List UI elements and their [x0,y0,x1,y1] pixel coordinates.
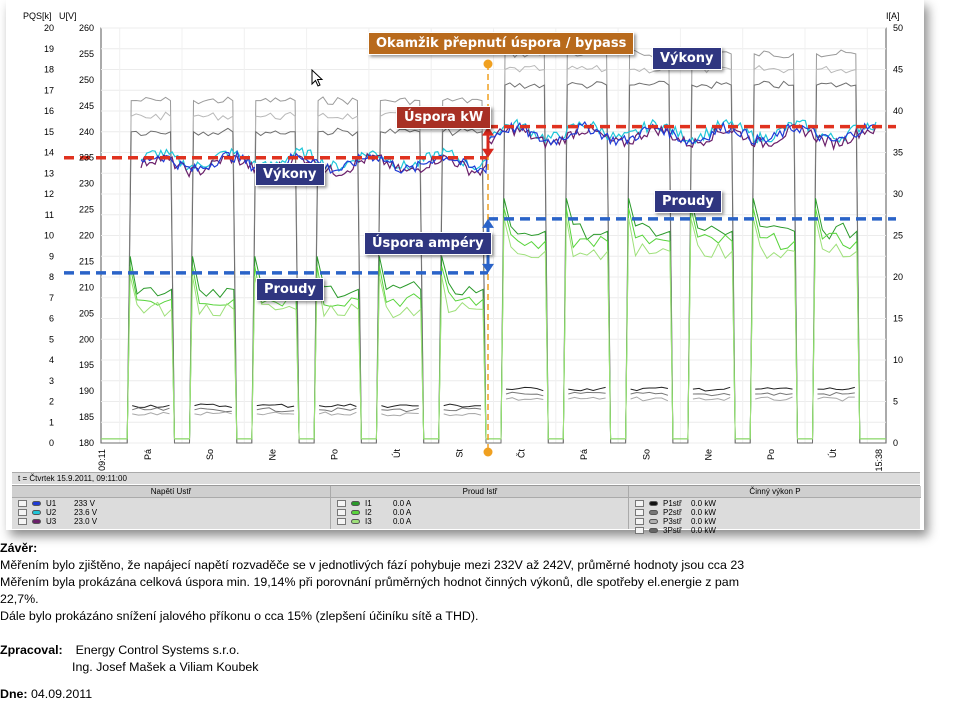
legend-series-name: U2 [46,508,57,517]
u-tick-label: 210 [78,282,94,293]
uspora-ampery-label: Úspora ampéry [364,232,492,255]
uspora-kw-label: Úspora kW [396,106,491,129]
legend-series-value: 23.6 V [74,508,98,517]
u-tick-label: 235 [78,152,94,163]
pqs-tick-label: 0 [48,438,54,448]
u-tick-label: 260 [78,23,94,33]
legend-checkbox[interactable] [635,518,644,525]
x-tick-label: Po [765,449,776,461]
i-tick-label: 35 [893,147,904,158]
x-tick-label: So [205,449,216,461]
power-legend-title: Činný výkon P [629,486,921,498]
pqs-tick-label: 2 [48,396,54,407]
legend-series-value: 23.0 V [74,517,98,526]
proudy-left-label: Proudy [256,278,324,301]
pqs-tick-label: 16 [43,106,54,116]
conclusion-line-1: Měřením bylo zjištěno, že napájecí napětí rozvaděče se v jednotlivých fází pohybuje mezi 232V až 242V, průměrné hodnoty jsou cca 23 [0,558,745,572]
legend-series-value: 0.0 kW [691,499,716,508]
legend-row-i3 [337,517,629,526]
legend-swatch [351,501,360,506]
legend-row-p3stř [635,517,921,526]
date-label: Dne: [0,687,28,701]
conclusion-heading: Závěr: [0,541,38,555]
legend-checkbox[interactable] [337,500,346,507]
u-tick-label: 230 [78,178,94,189]
voltage-legend-title: Napětí Ustř [12,486,330,498]
i-axis-title: I[A] [886,11,900,21]
current-legend-title: Proud Istř [331,486,629,498]
legend-series-value: 0.0 A [393,499,412,508]
x-tick-label: Út [392,449,403,458]
proudy-right-label: Proudy [654,190,722,213]
prepared-by-label: Zpracoval: [0,643,63,657]
pqs-tick-label: 6 [48,313,54,324]
pqs-tick-label: 18 [43,64,54,75]
x-tick-label: So [641,449,652,461]
u-axis-title: U[V] [59,11,77,21]
pqs-tick-label: 4 [48,355,54,365]
conclusion-line-3: 22,7%. [0,592,39,606]
pqs-tick-label: 11 [44,209,54,220]
x-tick-label: 09:11 [97,449,107,471]
switch-moment-bottom-dot [484,448,493,457]
legend-series-name: 3Pstř [663,526,682,535]
x-tick-label: Pá [578,449,589,461]
u-tick-label: 250 [78,74,94,85]
legend-panel [12,485,920,535]
u-tick-label: 220 [78,230,94,241]
legend-series-name: P1stř [663,499,682,508]
legend-series-name: P2stř [663,508,682,517]
legend-swatch [351,510,360,515]
legend-series-value: 0.0 A [393,508,412,517]
x-tick-label: 15:38 [874,449,884,472]
pqs-tick-label: 7 [48,292,54,303]
i-tick-label: 10 [893,355,904,365]
i-tick-label: 20 [893,272,904,282]
legend-swatch [649,501,658,506]
legend-swatch [351,519,360,524]
x-tick-label: Út [828,449,839,458]
i-tick-label: 25 [893,230,904,241]
legend-checkbox[interactable] [18,518,27,525]
pqs-tick-label: 8 [48,272,54,282]
u-tick-label: 185 [78,412,94,423]
x-tick-label: Čt [516,449,527,458]
u-tick-label: 215 [78,256,94,267]
legend-swatch [32,510,41,515]
pqs-tick-label: 5 [48,334,54,345]
u-tick-label: 240 [78,126,94,137]
legend-row-p2stř [635,508,921,517]
pqs-tick-label: 15 [43,126,54,137]
x-tick-label: Ne [267,449,278,461]
legend-swatch [649,519,658,524]
conclusion-text [0,540,960,703]
legend-row-u1 [18,499,330,508]
legend-series-name: U1 [46,499,57,508]
legend-checkbox[interactable] [337,509,346,516]
authors: Ing. Josef Mašek a Viliam Koubek [72,660,259,674]
pqs-tick-label: 1 [48,417,54,428]
conclusion-line-4: Dále bylo prokázáno snížení jalového příkonu o cca 15% (zlepšení účiníku sítě a THD). [0,609,479,623]
current-legend-group [330,486,629,529]
legend-series-name: I2 [365,508,372,517]
legend-row-p1stř [635,499,921,508]
legend-series-name: U3 [46,517,57,526]
x-tick-label: Pá [142,449,153,461]
u-tick-label: 205 [78,308,94,319]
switch-moment-top-dot [484,60,493,69]
i-tick-label: 45 [893,64,904,75]
pqs-tick-label: 10 [43,230,54,241]
u-tick-label: 190 [78,386,94,397]
legend-series-name: P3stř [663,517,682,526]
u-tick-label: 255 [78,48,94,59]
i-tick-label: 15 [893,313,904,324]
legend-series-value: 0.0 A [393,517,412,526]
u-tick-label: 245 [78,100,94,111]
switch-moment-label: Okamžik přepnutí úspora / bypass [368,32,634,55]
i-tick-label: 30 [893,189,904,199]
pqs-tick-label: 17 [43,85,54,96]
u-tick-label: 200 [78,334,94,345]
legend-row-3pstř [635,526,921,535]
legend-series-value: 0.0 kW [691,517,716,526]
vykony-right-label: Výkony [652,47,722,70]
u-tick-label: 180 [78,438,94,448]
pqs-tick-label: 20 [43,23,54,33]
legend-swatch [32,501,41,506]
pqs-tick-label: 13 [43,168,54,179]
legend-row-i2 [337,508,629,517]
u-tick-label: 195 [78,360,94,371]
pqs-tick-label: 12 [43,189,54,199]
pqs-axis-title: PQS[k] [23,11,52,21]
legend-row-u2 [18,508,330,517]
i-tick-label: 5 [893,396,899,407]
legend-swatch [32,519,41,524]
i-tick-label: 40 [893,106,904,116]
company-name: Energy Control Systems s.r.o. [75,643,240,657]
x-tick-label: Ne [703,449,714,461]
timestamp-info-bar: t = Čtvrtek 15.9.2011, 09:11:00 [12,472,920,484]
legend-series-value: 233 V [74,499,95,508]
voltage-legend-group [12,486,330,529]
x-tick-label: Po [329,449,340,461]
date-value: 04.09.2011 [31,687,93,701]
legend-checkbox[interactable] [18,509,27,516]
legend-series-value: 0.0 kW [691,526,716,535]
legend-checkbox[interactable] [635,527,644,534]
legend-swatch [649,510,658,515]
pqs-tick-label: 19 [43,43,54,54]
power-legend-group [628,486,921,535]
legend-swatch [649,528,658,533]
prepared-by-row [0,642,960,659]
legend-row-u3 [18,517,330,526]
vykony-left-label: Výkony [255,163,325,186]
legend-checkbox[interactable] [18,500,27,507]
pqs-tick-label: 14 [43,147,54,158]
legend-checkbox[interactable] [635,509,644,516]
legend-row-i1 [337,499,629,508]
date-row [0,686,960,703]
legend-checkbox[interactable] [337,518,346,525]
pqs-tick-label: 9 [48,251,54,262]
legend-series-name: I1 [365,499,372,508]
pqs-tick-label: 3 [48,375,54,386]
conclusion-line-2: Měřením byla prokázána celková úspora min. 19,14% při porovnání průměrných hodnot činných výkonů, dle spotřeby el.energie z pam [0,575,740,589]
legend-checkbox[interactable] [635,500,644,507]
i-tick-label: 50 [893,23,904,33]
u-tick-label: 225 [78,204,94,215]
legend-series-name: I3 [365,517,372,526]
legend-series-value: 0.0 kW [691,508,716,517]
i-tick-label: 0 [893,438,899,448]
x-tick-label: St [454,449,465,458]
